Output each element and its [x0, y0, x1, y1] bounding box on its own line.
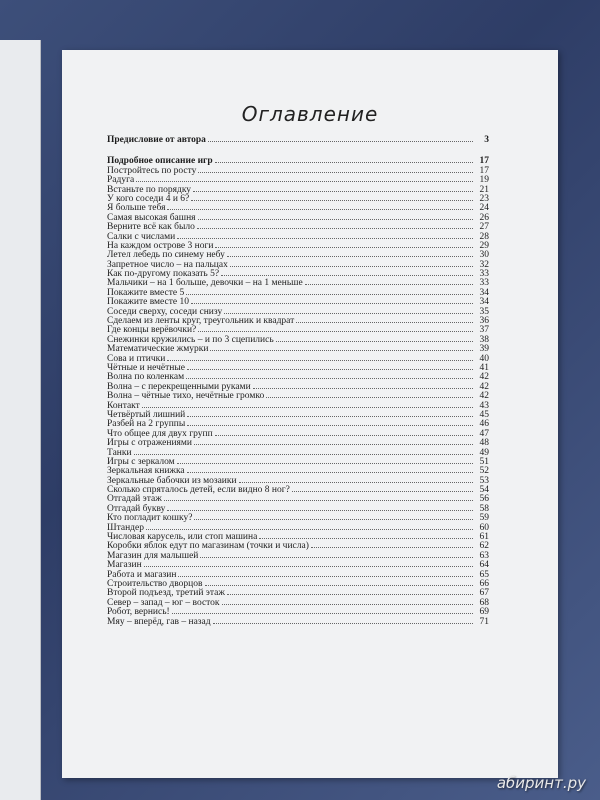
toc-entry-page: 58 — [479, 503, 489, 514]
dot-leader — [177, 457, 473, 464]
toc-entry — [107, 250, 489, 259]
toc-entry-page: 33 — [479, 269, 489, 280]
toc-entry-page: 71 — [479, 616, 489, 627]
toc-entry — [107, 241, 489, 250]
toc-entry-page: 64 — [479, 560, 489, 571]
toc-entry — [107, 354, 489, 363]
toc-entry-page: 19 — [479, 175, 489, 186]
dot-leader — [208, 135, 473, 142]
toc-entry-label: Салки с числами — [107, 231, 176, 242]
toc-entry-page: 42 — [479, 372, 489, 383]
toc-entry-page: 27 — [479, 222, 489, 233]
dot-leader — [142, 401, 473, 408]
toc-entry — [107, 485, 489, 494]
toc-entry-page: 67 — [479, 588, 489, 599]
dot-leader — [198, 166, 473, 173]
dot-leader — [200, 551, 473, 558]
dot-leader — [227, 250, 473, 257]
toc-entry — [107, 278, 489, 287]
toc-entries — [107, 156, 489, 626]
toc-entry-page: 24 — [479, 203, 489, 214]
toc-entry-label: Четвёртый лишний — [107, 409, 186, 420]
toc-entry — [107, 541, 489, 550]
toc-entry-page: 34 — [479, 287, 489, 298]
dot-leader — [198, 213, 473, 220]
toc-entry-page: 60 — [479, 522, 489, 533]
toc-entry-label: Предисловие от автора — [107, 135, 206, 145]
watermark: абиринт.ру — [496, 774, 586, 792]
toc-entry-label: Мальчики – на 1 больше, девочки – на 1 меньше — [107, 278, 303, 289]
toc-entry-page: 45 — [479, 409, 489, 420]
toc-entry-page: 63 — [479, 550, 489, 561]
toc-entry — [107, 307, 489, 316]
dot-leader — [230, 260, 473, 267]
toc-entry — [107, 297, 489, 306]
toc-entry-label: Математические жмурки — [107, 344, 209, 355]
toc-entry-page: 54 — [479, 485, 489, 496]
toc-entry — [107, 588, 489, 597]
toc-entry-label: Волна – с перекрещенными руками — [107, 381, 251, 392]
toc-entry-label: Где концы верёвочки? — [107, 325, 197, 336]
dot-leader — [167, 504, 473, 511]
table-of-contents — [107, 135, 489, 626]
toc-entry — [107, 391, 489, 400]
toc-entry-label: Зеркальная книжка — [107, 466, 185, 477]
toc-entry-page: 62 — [479, 541, 489, 552]
toc-entry — [107, 457, 489, 466]
toc-entry-page: 41 — [479, 362, 489, 373]
toc-entry — [107, 429, 489, 438]
facing-page — [0, 40, 41, 800]
dot-leader — [177, 232, 473, 239]
toc-entry-label: Покажите вместе 10 — [107, 297, 189, 308]
toc-entry-page: 26 — [479, 212, 489, 223]
toc-entry — [107, 222, 489, 231]
toc-entry-label: Танки — [107, 447, 132, 458]
dot-leader — [222, 598, 473, 605]
toc-entry-label: Зеркальные бабочки из мозаики — [107, 475, 237, 486]
toc-entry — [107, 523, 489, 532]
toc-entry-label: Мяу – вперёд, гав – назад — [107, 616, 211, 627]
dot-leader — [311, 541, 473, 548]
toc-entry-label: Радуга — [107, 175, 135, 186]
toc-entry-page: 23 — [479, 193, 489, 204]
dot-leader — [187, 419, 473, 426]
toc-entry — [107, 194, 489, 203]
dot-leader — [266, 391, 473, 398]
toc-entry — [107, 551, 489, 560]
toc-entry-label: Соседи сверху, соседи снизу — [107, 306, 223, 317]
toc-entry-label: Запретное число – на пальцах — [107, 259, 228, 270]
dot-leader — [187, 410, 473, 417]
toc-entry-label: Волна по коленкам — [107, 372, 185, 383]
document-page — [62, 50, 558, 778]
page-title: Оглавление — [241, 102, 379, 126]
dot-leader — [187, 466, 473, 473]
toc-entry-page: 34 — [479, 297, 489, 308]
dot-leader — [213, 617, 473, 624]
dot-leader — [205, 579, 474, 586]
toc-entry-label: Я больше тебя — [107, 203, 166, 214]
toc-entry — [107, 213, 489, 222]
dot-leader — [197, 222, 473, 229]
toc-entry-page: 30 — [479, 250, 489, 261]
dot-leader — [146, 523, 473, 530]
toc-entry-page: 29 — [479, 240, 489, 251]
toc-entry — [107, 260, 489, 269]
toc-entry — [107, 156, 489, 165]
toc-entry — [107, 382, 489, 391]
dot-leader — [194, 438, 473, 445]
toc-entry-page: 38 — [479, 334, 489, 345]
toc-entry-page: 52 — [479, 466, 489, 477]
toc-entry-label: Летел лебедь по синему небу — [107, 250, 225, 261]
toc-entry-page: 56 — [479, 494, 489, 505]
toc-entry-page: 35 — [479, 306, 489, 317]
toc-entry — [107, 363, 489, 372]
toc-entry-label: Сделаем из ленты круг, треугольник и квадрат — [107, 316, 295, 327]
dot-leader — [172, 607, 473, 614]
toc-entry — [107, 560, 489, 569]
dot-leader — [186, 372, 473, 379]
toc-entry-page: 65 — [479, 569, 489, 580]
dot-leader — [215, 429, 473, 436]
toc-entry — [107, 598, 489, 607]
toc-entry-page: 51 — [479, 456, 489, 467]
toc-entry — [107, 607, 489, 616]
toc-entry-page: 39 — [479, 344, 489, 355]
dot-leader — [178, 570, 473, 577]
toc-entry — [107, 513, 489, 522]
toc-entry-label: Север – запад – юг – восток — [107, 597, 220, 608]
toc-entry-label: У кого соседи 4 и 6? — [107, 193, 190, 204]
toc-entry-preface — [107, 135, 489, 144]
toc-entry-page: 68 — [479, 597, 489, 608]
toc-entry-label: Строительство дворцов — [107, 578, 203, 589]
toc-entry-page: 42 — [479, 381, 489, 392]
toc-entry-label: Снежинки кружились – и по 3 сцепились — [107, 334, 274, 345]
toc-entry — [107, 344, 489, 353]
toc-entry-page: 33 — [479, 278, 489, 289]
dot-leader — [164, 494, 473, 501]
toc-entry — [107, 166, 489, 175]
toc-entry — [107, 203, 489, 212]
toc-entry-label: На каждом острове 3 ноги — [107, 240, 214, 251]
toc-entry-label: Коробки яблок едут по магазинам (точки и числа) — [107, 541, 309, 552]
toc-entry-label: Игры с отражениями — [107, 438, 193, 449]
toc-entry-page: 53 — [479, 475, 489, 486]
dot-leader — [191, 194, 473, 201]
toc-entry-label: Встаньте по порядку — [107, 184, 192, 195]
toc-entry-page: 37 — [479, 325, 489, 336]
toc-entry-label: Сколько спряталось детей, если видно 8 ног? — [107, 485, 290, 496]
toc-entry — [107, 570, 489, 579]
toc-entry-label: Отгадай букву — [107, 503, 166, 514]
toc-entry-page: 3 — [484, 135, 489, 145]
dot-leader — [215, 156, 473, 163]
toc-entry — [107, 372, 489, 381]
dot-leader — [136, 175, 473, 182]
toc-entry — [107, 476, 489, 485]
toc-entry — [107, 579, 489, 588]
dot-leader — [193, 185, 473, 192]
toc-entry-page: 61 — [479, 532, 489, 543]
toc-entry-label: Игры с зеркалом — [107, 456, 175, 467]
toc-entry-page: 40 — [479, 353, 489, 364]
dot-leader — [167, 203, 473, 210]
dot-leader — [239, 476, 473, 483]
dot-leader — [186, 288, 473, 295]
toc-entry — [107, 325, 489, 334]
toc-entry — [107, 504, 489, 513]
toc-entry-label: Числовая карусель, или стоп машина — [107, 532, 258, 543]
toc-entry-page: 49 — [479, 447, 489, 458]
dot-leader — [292, 485, 473, 492]
toc-entry — [107, 494, 489, 503]
toc-entry-label: Разбей на 2 группы — [107, 419, 186, 430]
dot-leader — [224, 307, 473, 314]
toc-entry-label: Сова и птички — [107, 353, 166, 364]
toc-entry-page: 59 — [479, 513, 489, 524]
toc-entry — [107, 335, 489, 344]
toc-entry-page: 47 — [479, 428, 489, 439]
toc-entry — [107, 617, 489, 626]
toc-entry — [107, 419, 489, 428]
toc-entry-label: Отгадай этаж — [107, 494, 162, 505]
dot-leader — [191, 297, 473, 304]
toc-entry — [107, 316, 489, 325]
toc-entry-page: 66 — [479, 578, 489, 589]
toc-entry-page: 36 — [479, 316, 489, 327]
toc-entry-label: Волна – чётные тихо, нечётные громко — [107, 391, 265, 402]
toc-entry-page: 42 — [479, 391, 489, 402]
dot-leader — [227, 588, 473, 595]
toc-entry-label: Штандер — [107, 522, 144, 533]
toc-entry-label: Покажите вместе 5 — [107, 287, 185, 298]
toc-entry-label: Магазин — [107, 560, 142, 571]
dot-leader — [144, 560, 473, 567]
dot-leader — [221, 269, 473, 276]
toc-entry-label: Верните всё как было — [107, 222, 195, 233]
toc-entry-label: Самая высокая башня — [107, 212, 196, 223]
toc-entry-page: 17 — [479, 165, 489, 176]
toc-entry-page: 32 — [479, 259, 489, 270]
toc-entry — [107, 288, 489, 297]
toc-entry-page: 69 — [479, 607, 489, 618]
toc-entry — [107, 532, 489, 541]
dot-leader — [198, 325, 473, 332]
dot-leader — [187, 363, 473, 370]
toc-entry-label: Робот, вернись! — [107, 607, 170, 618]
toc-entry-label: Работа и магазин — [107, 569, 177, 580]
toc-entry — [107, 466, 489, 475]
toc-entry — [107, 401, 489, 410]
dot-leader — [253, 382, 473, 389]
toc-entry-label: Постройтесь по росту — [107, 165, 197, 176]
toc-entry — [107, 438, 489, 447]
toc-entry-page: 46 — [479, 419, 489, 430]
toc-entry-label: Магазин для малышей — [107, 550, 199, 561]
toc-entry — [107, 232, 489, 241]
dot-leader — [296, 316, 473, 323]
toc-entry-page: 21 — [479, 184, 489, 195]
dot-leader — [276, 335, 473, 342]
dot-leader — [215, 241, 473, 248]
toc-entry-label: Подробное описание игр — [107, 156, 213, 167]
dot-leader — [305, 278, 473, 285]
dot-leader — [194, 513, 473, 520]
toc-entry — [107, 448, 489, 457]
dot-leader — [259, 532, 473, 539]
toc-entry-page: 43 — [479, 400, 489, 411]
toc-entry-label: Чётные и нечётные — [107, 362, 185, 373]
dot-leader — [134, 448, 473, 455]
toc-entry-page: 17 — [479, 156, 489, 167]
toc-entry — [107, 185, 489, 194]
dot-leader — [210, 344, 473, 351]
toc-entry-label: Что общее для двух групп — [107, 428, 213, 439]
toc-entry-label: Кто погладит кошку? — [107, 513, 193, 524]
toc-entry-label: Второй подъезд, третий этаж — [107, 588, 225, 599]
toc-entry — [107, 175, 489, 184]
toc-entry — [107, 410, 489, 419]
toc-entry-label: Как по-другому показать 5? — [107, 269, 220, 280]
toc-entry-page: 48 — [479, 438, 489, 449]
toc-entry-label: Контакт — [107, 400, 140, 411]
toc-entry-page: 28 — [479, 231, 489, 242]
dot-leader — [167, 354, 473, 361]
